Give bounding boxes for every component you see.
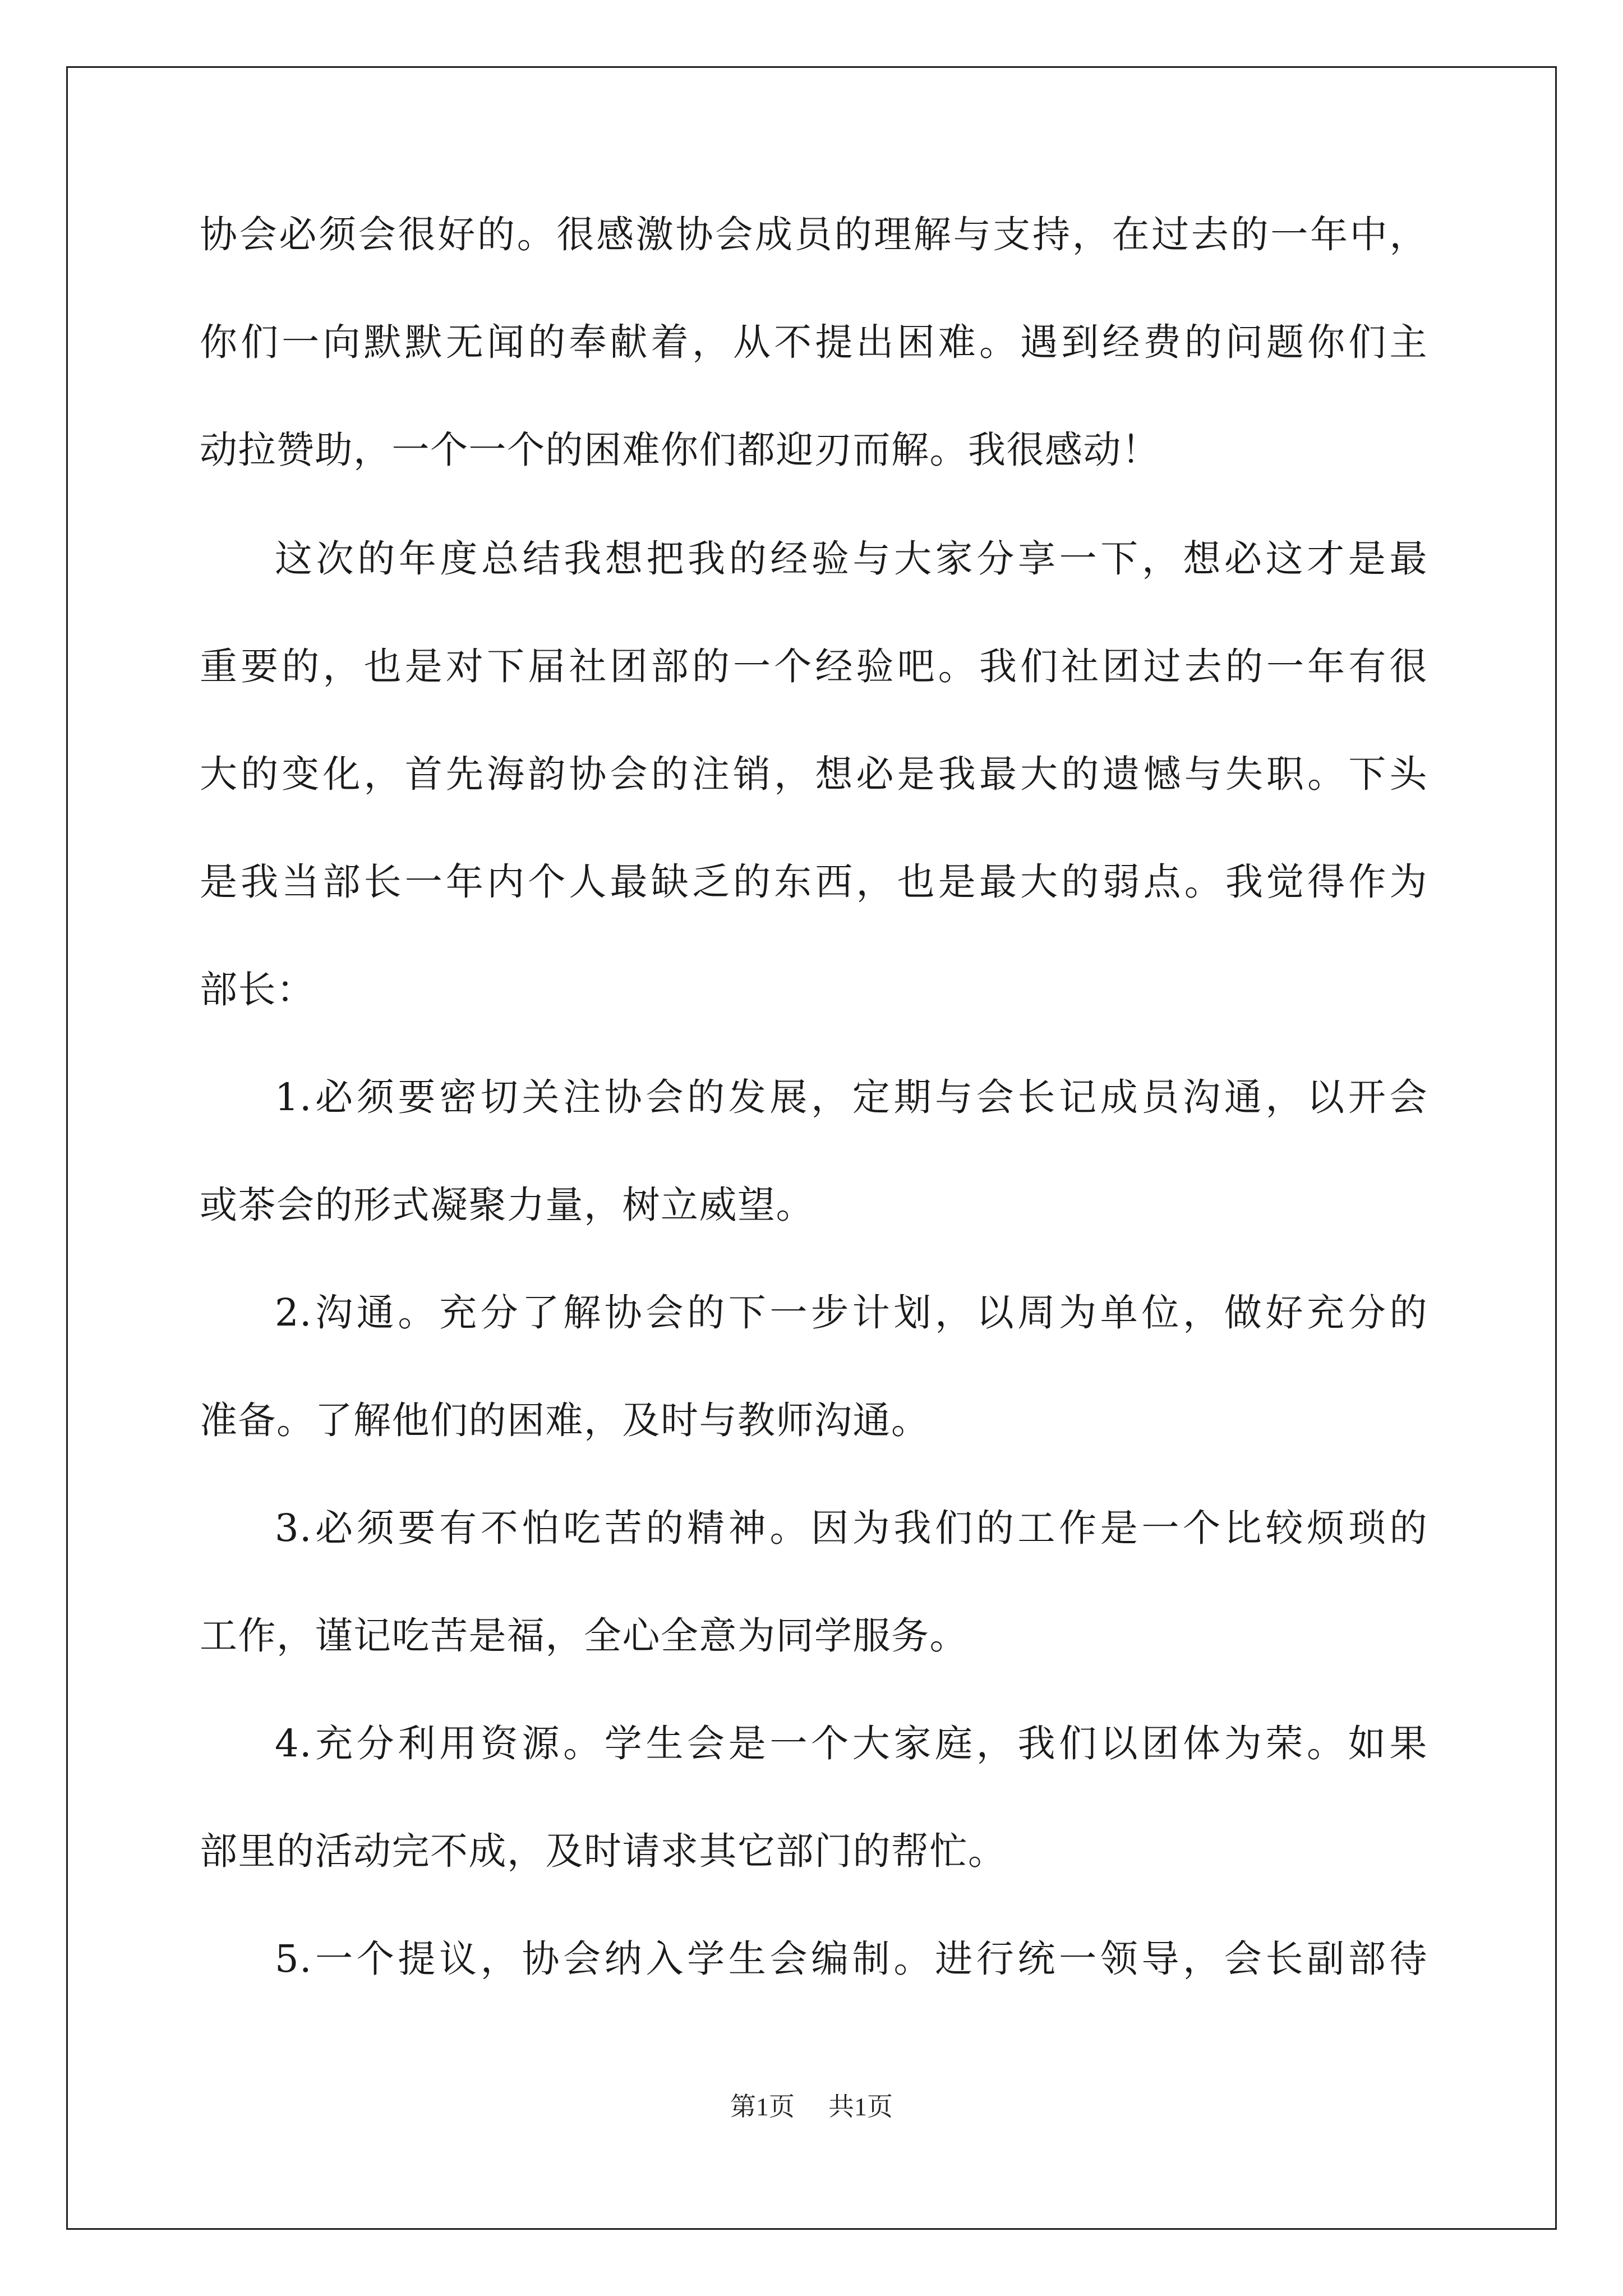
page-footer xyxy=(0,2091,1623,2123)
text-line: 4.充分利用资源。学生会是一个大家庭，我们以团体为荣。如果 xyxy=(275,1722,1428,1765)
text-line: 重要的，也是对下届社团部的一个经验吧。我们社团过去的一年有很 xyxy=(200,645,1428,688)
page-total: 共1页 xyxy=(828,2092,893,2121)
text-line: 你们一向默默无闻的奉献着，从不提出困难。遇到经费的问题你们主 xyxy=(200,320,1428,364)
text-line: 大的变化，首先海韵协会的注销，想必是我最大的遗憾与失职。下头 xyxy=(200,752,1428,796)
text-line: 5.一个提议，协会纳入学生会编制。进行统一领导，会长副部待 xyxy=(275,1937,1428,1981)
page-border xyxy=(66,66,1557,2230)
text-line: 1.必须要密切关注协会的发展，定期与会长记成员沟通，以开会 xyxy=(275,1075,1428,1119)
text-line: 这次的年度总结我想把我的经验与大家分享一下，想必这才是最 xyxy=(275,537,1428,581)
page-number: 第1页 xyxy=(730,2092,795,2121)
text-line: 或茶会的形式凝聚力量，树立威望。 xyxy=(200,1183,814,1227)
text-line: 部长： xyxy=(200,968,315,1011)
text-line: 准备。了解他们的困难，及时与教师沟通。 xyxy=(200,1398,930,1442)
text-line: 动拉赞助，一个一个的困难你们都迎刃而解。我很感动！ xyxy=(200,428,1160,472)
text-line: 协会必须会很好的。很感激协会成员的理解与支持，在过去的一年中， xyxy=(200,213,1428,256)
text-line: 2.沟通。充分了解协会的下一步计划，以周为单位，做好充分的 xyxy=(275,1291,1428,1335)
text-line: 工作，谨记吃苦是福，全心全意为同学服务。 xyxy=(200,1614,968,1658)
text-line: 是我当部长一年内个人最缺乏的东西，也是最大的弱点。我觉得作为 xyxy=(200,860,1428,904)
text-line: 3.必须要有不怕吃苦的精神。因为我们的工作是一个比较烦琐的 xyxy=(275,1506,1428,1550)
text-line: 部里的活动完不成，及时请求其它部门的帮忙。 xyxy=(200,1829,1007,1873)
